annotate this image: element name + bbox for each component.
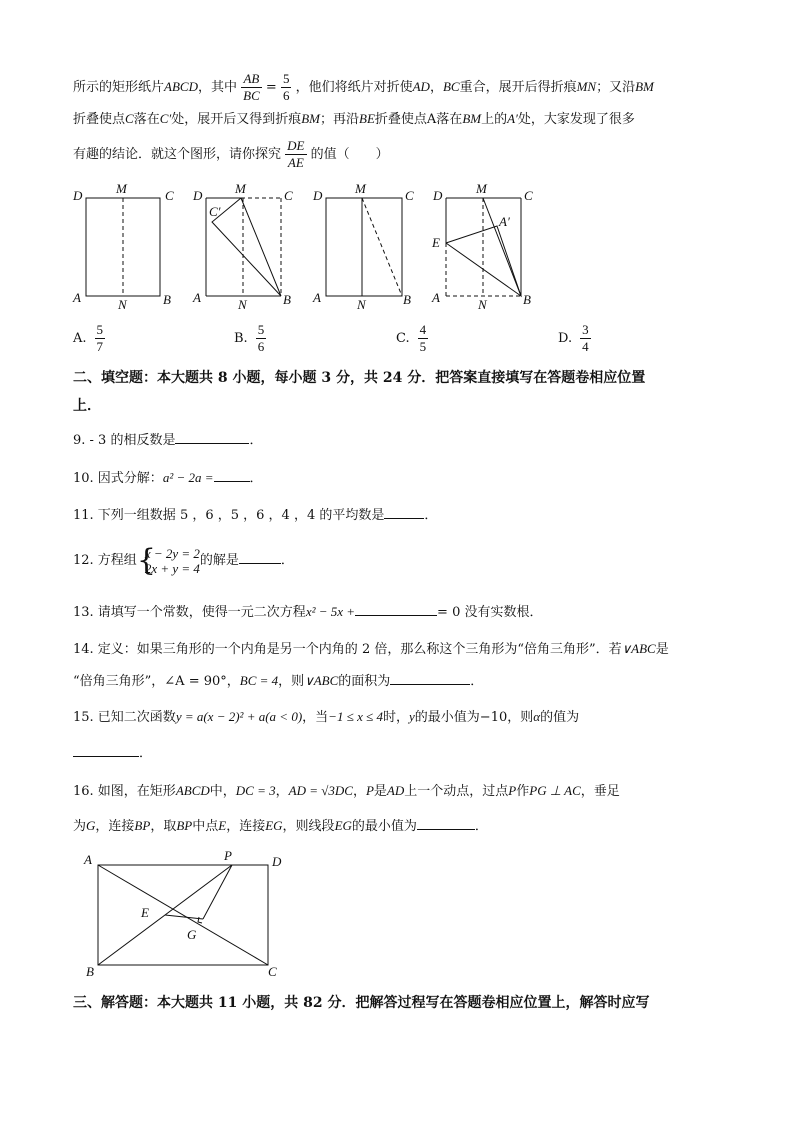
question-10 — [73, 469, 263, 488]
q12-text: 12. 方程组 — [73, 553, 137, 568]
q10-end: ． — [249, 471, 263, 486]
fig1-label-b: B — [163, 292, 171, 307]
q13-text: 13. 请填写一个常数，使得一元二次方程 — [73, 605, 306, 620]
intro-line-2 — [73, 110, 635, 129]
q10-answer-blank[interactable] — [214, 469, 250, 482]
q16-eg: EG — [265, 818, 283, 833]
fig1-label-m: M — [116, 181, 127, 196]
fraction-denominator: 6 — [282, 88, 290, 103]
crease-bm: BM — [301, 111, 321, 126]
q9-text: 9. - 3 的相反数是 — [73, 433, 176, 448]
q10-expression: a² − 2a = — [162, 470, 214, 485]
q16-text: ，连接 — [95, 819, 135, 834]
point-c: C — [125, 111, 134, 126]
q16-text: ，取 — [150, 819, 177, 834]
segment-ad: AD — [412, 79, 430, 94]
q14-answer-blank[interactable] — [390, 672, 470, 685]
q16-g: G — [86, 818, 96, 833]
intro-text: ；又沿 — [596, 80, 636, 95]
q12-text: 的解是 — [199, 553, 239, 568]
section2-heading: 二、填空题：本大题共 8 小题，每小题 3 分，共 24 分．把答案直接填写在答题卷相应位置 — [73, 370, 646, 386]
q15-range: −1 ≤ x ≤ 4 — [328, 709, 383, 724]
fig4-label-c: C — [524, 188, 533, 203]
q16-pg: PG ⊥ AC — [529, 783, 581, 798]
q16-text: 的最小值为 — [351, 819, 417, 834]
fig4-label-m: M — [476, 181, 487, 196]
q16-text: ，垂足 — [580, 784, 620, 799]
fig4-label-e: E — [432, 235, 440, 250]
option-fraction — [95, 322, 106, 355]
q16-text: 中点 — [192, 819, 219, 834]
q14-text: 是 — [655, 642, 669, 657]
q16-label-g: G — [187, 927, 197, 942]
q16-label-e: E — [141, 905, 149, 920]
option-label: A. — [73, 331, 87, 346]
intro-text: 重合，展开后得折痕 — [459, 80, 577, 95]
intro-text: 落在 — [133, 112, 160, 127]
q14-triangle: ∨ABC — [304, 673, 339, 688]
fraction-numerator: 4 — [419, 322, 427, 337]
fig2-label-c-prime: C′ — [209, 204, 221, 219]
question-16-line-2 — [73, 817, 488, 836]
option-fraction — [256, 322, 267, 355]
q16-eg: EG — [334, 818, 352, 833]
q16-end: ． — [474, 819, 488, 834]
fraction-numerator: 5 — [257, 322, 265, 337]
fig2-label-a: A — [193, 290, 201, 305]
fig1-label-a: A — [73, 290, 81, 305]
fig1-label-n: N — [118, 297, 127, 312]
q16-text: 中， — [209, 784, 236, 799]
intro-line-3 — [73, 138, 389, 171]
brace-glyph: { — [136, 542, 156, 578]
fraction-denominator: 7 — [96, 339, 104, 354]
fig4-label-d: D — [433, 188, 443, 203]
question-14-line-2 — [73, 672, 483, 691]
q14-bc: BC = 4 — [239, 673, 279, 688]
question-12 — [73, 544, 294, 578]
fig2-label-m: M — [235, 181, 246, 196]
intro-text: 有趣的结论．就这个图形，请你探究 — [73, 147, 282, 162]
fig2-label-c: C — [284, 188, 293, 203]
q15-text: ，则 — [507, 710, 534, 725]
q16-figure — [80, 845, 320, 985]
q16-dc: DC = 3 — [235, 783, 276, 798]
fig4-label-a: A — [432, 290, 440, 305]
figure-3 — [312, 181, 414, 312]
option-fraction — [418, 322, 429, 355]
fig4-label-n: N — [478, 297, 487, 312]
intro-line-1 — [73, 71, 654, 104]
q12-equation-system — [136, 542, 200, 578]
q16-label-c: C — [268, 964, 277, 979]
option-b[interactable] — [234, 322, 266, 355]
option-label: D. — [558, 331, 573, 346]
q16-bp: BP — [134, 818, 151, 833]
q14-end: ． — [470, 674, 484, 689]
fig3-label-m: M — [355, 181, 366, 196]
q15-alpha: α — [533, 709, 541, 724]
q15-function: y = a(x − 2)² + a(a < 0) — [175, 709, 303, 724]
fraction-numerator: 5 — [96, 322, 104, 337]
q15-end: ． — [139, 746, 153, 761]
q14-triangle: ∨ABC — [621, 641, 656, 656]
intro-text: 折叠使点 — [73, 112, 126, 127]
q16-e: E — [218, 818, 227, 833]
fig2-label-n: N — [238, 297, 247, 312]
q9-answer-blank[interactable] — [175, 431, 249, 444]
equals-sign: = — [265, 80, 277, 95]
fraction-denominator: AE — [287, 155, 304, 170]
q12-end: ． — [280, 553, 294, 568]
question-16-line-1 — [73, 782, 620, 801]
fig2-label-d: D — [193, 188, 203, 203]
q16-text: 16. 如图，在矩形 — [73, 784, 176, 799]
figure-4 — [431, 181, 533, 312]
ratio-fraction — [241, 71, 262, 104]
section2-heading-cont: 上． — [73, 398, 101, 414]
q15-answer-blank[interactable] — [73, 744, 139, 757]
fig3-label-c: C — [405, 188, 414, 203]
intro-text: 所示的矩形纸片 — [73, 80, 165, 95]
fig1-label-c: C — [165, 188, 174, 203]
fig4-label-a-prime: A′ — [499, 214, 510, 229]
q16-text: ， — [352, 784, 366, 799]
q9-end: ． — [249, 433, 263, 448]
rect-name: ABCD — [164, 79, 198, 94]
q16-label-d: D — [272, 854, 282, 869]
intro-text: ，其中 — [197, 80, 237, 95]
q12-answer-blank[interactable] — [239, 551, 281, 564]
q16-rect: ABCD — [175, 783, 210, 798]
q16-text: 为 — [73, 819, 87, 834]
q16-text: ，连接 — [226, 819, 266, 834]
option-label: C. — [396, 331, 410, 346]
figure-2 — [192, 181, 293, 312]
question-fraction — [285, 138, 306, 171]
q11-end: ． — [424, 508, 438, 523]
folding-figures — [0, 178, 794, 318]
q13-expression: x² − 5x + — [305, 604, 356, 619]
point-c-prime: C′ — [159, 111, 172, 126]
intro-text: 上的 — [481, 112, 508, 127]
q16-text: 是 — [373, 784, 387, 799]
question-9 — [73, 431, 262, 450]
fig1-label-d: D — [73, 188, 83, 203]
q13-answer-blank[interactable] — [355, 603, 437, 616]
q15-text: 的值为 — [540, 710, 580, 725]
segment-be: BE — [359, 111, 375, 126]
q12-equation-1: x − 2y = 2 — [144, 545, 200, 561]
fraction-numerator: DE — [287, 138, 305, 153]
segment-bm: BM — [635, 79, 654, 94]
q10-text: 10. 因式分解： — [73, 471, 163, 486]
q13-text: = 0 没有实数根． — [437, 605, 543, 620]
q15-text: 15. 已知二次函数 — [73, 710, 176, 725]
intro-text: 处，大家发现了很多 — [517, 112, 635, 127]
question-11 — [73, 506, 437, 525]
crease-mn: MN — [576, 79, 597, 94]
option-a[interactable] — [73, 322, 105, 355]
fraction-numerator: 5 — [282, 71, 290, 86]
q16-label-p: P — [224, 848, 232, 863]
intro-text: 的值（ ） — [310, 147, 389, 162]
q11-text: 11. 下列一组数据 5 ，6 ，5 ，6 ，4 ，4 的平均数是 — [73, 508, 385, 523]
option-label: B. — [234, 331, 248, 346]
q15-text: 的最小值为 — [414, 710, 480, 725]
q16-text: ，则线段 — [282, 819, 335, 834]
fig3-label-a: A — [313, 290, 321, 305]
intro-text: ，他们将纸片对折使 — [295, 80, 413, 95]
q12-equation-2: 2x + y = 4 — [144, 560, 200, 576]
q14-text: 14. 定义：如果三角形的一个内角是另一个内角的 2 倍，那么称这个三角形为“倍角三角形”．若 — [73, 642, 622, 657]
intro-text: ；再沿 — [320, 112, 360, 127]
q11-answer-blank[interactable] — [384, 506, 424, 519]
q15-text: ，当 — [302, 710, 329, 725]
q16-ad2: AD — [386, 783, 405, 798]
q16-label-b: B — [86, 964, 94, 979]
figure-1 — [72, 181, 174, 312]
section3-heading: 三、解答题：本大题共 11 小题，共 82 分．把解答过程写在答题卷相应位置上，解答时应写 — [73, 995, 650, 1011]
q16-text: ， — [275, 784, 289, 799]
q16-text: 作 — [516, 784, 530, 799]
q16-p: P — [508, 783, 517, 798]
q15-min-value: −10 — [479, 710, 508, 725]
fig3-label-d: D — [313, 188, 323, 203]
option-d[interactable] — [558, 322, 591, 355]
fraction-denominator: 6 — [257, 339, 265, 354]
q15-y: y — [409, 709, 415, 724]
segment-bc: BC — [442, 79, 460, 94]
fraction-numerator: AB — [241, 71, 262, 88]
q16-bp: BP — [176, 818, 193, 833]
q16-answer-blank[interactable] — [417, 817, 475, 830]
question-15-answer-line — [73, 744, 152, 763]
intro-text: 处，展开后又得到折痕 — [171, 112, 302, 127]
option-c[interactable] — [396, 322, 428, 355]
intro-text: 折叠使点A落在 — [374, 112, 463, 127]
option-fraction — [580, 322, 591, 355]
fig3-label-b: B — [403, 292, 411, 307]
q15-text: 时， — [382, 710, 409, 725]
q16-label-a: A — [84, 852, 92, 867]
q16-ad: AD = √3DC — [288, 783, 353, 798]
question-15 — [73, 708, 579, 727]
q14-text: “倍角三角形”，∠A = 90°， — [73, 674, 240, 689]
fig3-label-n: N — [357, 297, 366, 312]
fig4-label-b: B — [523, 292, 531, 307]
fraction-numerator: 3 — [582, 322, 589, 337]
comma: ， — [429, 80, 443, 95]
q16-p: P — [365, 783, 374, 798]
q14-text: 的面积为 — [338, 674, 391, 689]
ratio-value-fraction — [281, 71, 292, 104]
fraction-denominator: 5 — [419, 339, 427, 354]
q16-text: 上一个动点，过点 — [404, 784, 509, 799]
fraction-denominator: 4 — [582, 339, 589, 354]
fraction-denominator: BC — [243, 88, 260, 103]
fig2-label-b: B — [283, 292, 291, 307]
question-14-line-1 — [73, 640, 669, 659]
question-13 — [73, 603, 542, 622]
segment-bm: BM — [462, 111, 482, 126]
q14-text: ，则 — [278, 674, 305, 689]
point-a-prime: A′ — [507, 111, 518, 126]
